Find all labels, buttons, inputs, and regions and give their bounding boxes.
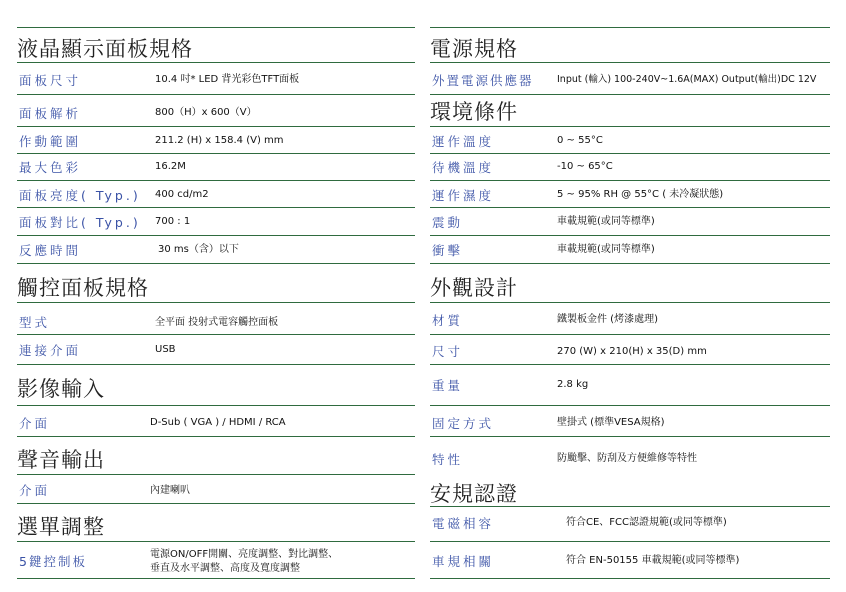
spec-value: 符合CE、FCC認證規範(或同等標準): [566, 517, 727, 528]
spec-value: 5 ~ 95% RH @ 55°C ( 未冷凝狀態): [557, 189, 724, 200]
divider: [17, 207, 415, 208]
spec-label: 介面: [19, 416, 51, 431]
spec-value: 700 : 1: [155, 216, 191, 227]
divider: [430, 506, 830, 507]
divider: [430, 62, 830, 63]
spec-label: 尺寸: [432, 344, 464, 359]
section-title-audio: 聲音輸出: [17, 448, 105, 472]
spec-label: 反應時間: [19, 243, 82, 258]
section-title-cert: 安規認證: [430, 482, 518, 506]
spec-value: 0 ~ 55°C: [557, 135, 603, 146]
divider: [17, 503, 415, 504]
spec-value: USB: [155, 344, 176, 355]
spec-value: 車載規範(或同等標準): [557, 216, 655, 227]
spec-label: 特性: [432, 452, 464, 467]
divider: [17, 153, 415, 154]
divider: [430, 364, 830, 365]
divider: [430, 126, 830, 127]
spec-value: 800（H）x 600（V）: [155, 107, 257, 118]
spec-label: 面板亮度( Typ.): [19, 188, 141, 203]
divider: [17, 364, 415, 365]
divider: [430, 436, 830, 437]
divider: [430, 263, 830, 264]
spec-value: 電源ON/OFF開關、亮度調整、對比調整、: [150, 549, 339, 560]
spec-label: 運作溫度: [432, 134, 495, 149]
spec-label: 重量: [432, 378, 464, 393]
spec-label: 面板對比( Typ.): [19, 215, 141, 230]
divider: [430, 405, 830, 406]
divider: [17, 302, 415, 303]
spec-value: 270 (W) x 210(H) x 35(D) mm: [557, 346, 707, 357]
spec-value: 防颱擊、防刮及方便維修等特性: [557, 453, 697, 464]
section-title-touch: 觸控面板規格: [17, 276, 149, 300]
spec-value: 30 ms（含）以下: [158, 244, 239, 255]
spec-value: 車載規範(或同等標準): [557, 244, 655, 255]
spec-value: 2.8 kg: [557, 379, 589, 390]
section-title-lcd: 液晶顯示面板規格: [17, 37, 193, 61]
spec-label: 5鍵控制板: [19, 554, 87, 569]
spec-value: 400 cd/m2: [155, 189, 209, 200]
section-title-osd: 選單調整: [17, 515, 105, 539]
spec-value: 鐵製板金件 (烤漆處理): [557, 314, 658, 325]
spec-label: 作動範圍: [19, 134, 82, 149]
spec-value: 10.4 吋* LED 背光彩色TFT面板: [155, 74, 300, 85]
spec-label: 面板尺寸: [19, 73, 82, 88]
spec-label: 電磁相容: [432, 516, 495, 531]
spec-value: 符合 EN-50155 車載規範(或同等標準): [566, 555, 740, 566]
spec-value: 壁掛式 (標準VESA規格): [557, 417, 665, 428]
spec-label: 型式: [19, 315, 51, 330]
divider: [17, 94, 415, 95]
divider: [17, 334, 415, 335]
spec-label: 連接介面: [19, 343, 82, 358]
divider: [17, 474, 415, 475]
divider: [17, 436, 415, 437]
spec-value: -10 ~ 65°C: [557, 161, 613, 172]
spec-label: 待機溫度: [432, 160, 495, 175]
divider: [17, 62, 415, 63]
divider: [17, 405, 415, 406]
divider: [430, 94, 830, 95]
divider: [17, 235, 415, 236]
divider: [430, 541, 830, 542]
divider: [430, 235, 830, 236]
spec-label: 面板解析: [19, 106, 82, 121]
section-title-power: 電源規格: [430, 37, 518, 61]
spec-value: 垂直及水平調整、高度及寬度調整: [150, 563, 300, 574]
spec-value: 全平面 投射式電容觸控面板: [155, 317, 279, 328]
divider: [430, 578, 830, 579]
divider: [430, 27, 830, 28]
spec-label: 固定方式: [432, 416, 495, 431]
section-title-env: 環境條件: [430, 100, 518, 124]
spec-value: 211.2 (H) x 158.4 (V) mm: [155, 135, 284, 146]
spec-value: 內建喇叭: [150, 485, 190, 496]
spec-label: 衝擊: [432, 243, 464, 258]
spec-label: 震動: [432, 215, 464, 230]
spec-label: 車規相關: [432, 554, 495, 569]
spec-value: Input (輸入) 100-240V~1.6A(MAX) Output(輸出)DC 12V: [557, 74, 817, 85]
divider: [430, 302, 830, 303]
divider: [17, 126, 415, 127]
divider: [17, 180, 415, 181]
spec-value: 16.2M: [155, 161, 186, 172]
spec-label: 運作濕度: [432, 188, 495, 203]
section-title-video: 影像輸入: [17, 377, 105, 401]
divider: [430, 180, 830, 181]
spec-label: 介面: [19, 483, 51, 498]
divider: [430, 207, 830, 208]
section-title-design: 外觀設計: [430, 276, 518, 300]
divider: [430, 334, 830, 335]
divider: [17, 27, 415, 28]
spec-label: 最大色彩: [19, 160, 82, 175]
divider: [430, 153, 830, 154]
spec-value: D-Sub ( VGA ) / HDMI / RCA: [150, 417, 286, 428]
divider: [17, 578, 415, 579]
divider: [17, 263, 415, 264]
divider: [17, 541, 415, 542]
spec-label: 外置電源供應器: [432, 73, 534, 88]
spec-label: 材質: [432, 313, 464, 328]
